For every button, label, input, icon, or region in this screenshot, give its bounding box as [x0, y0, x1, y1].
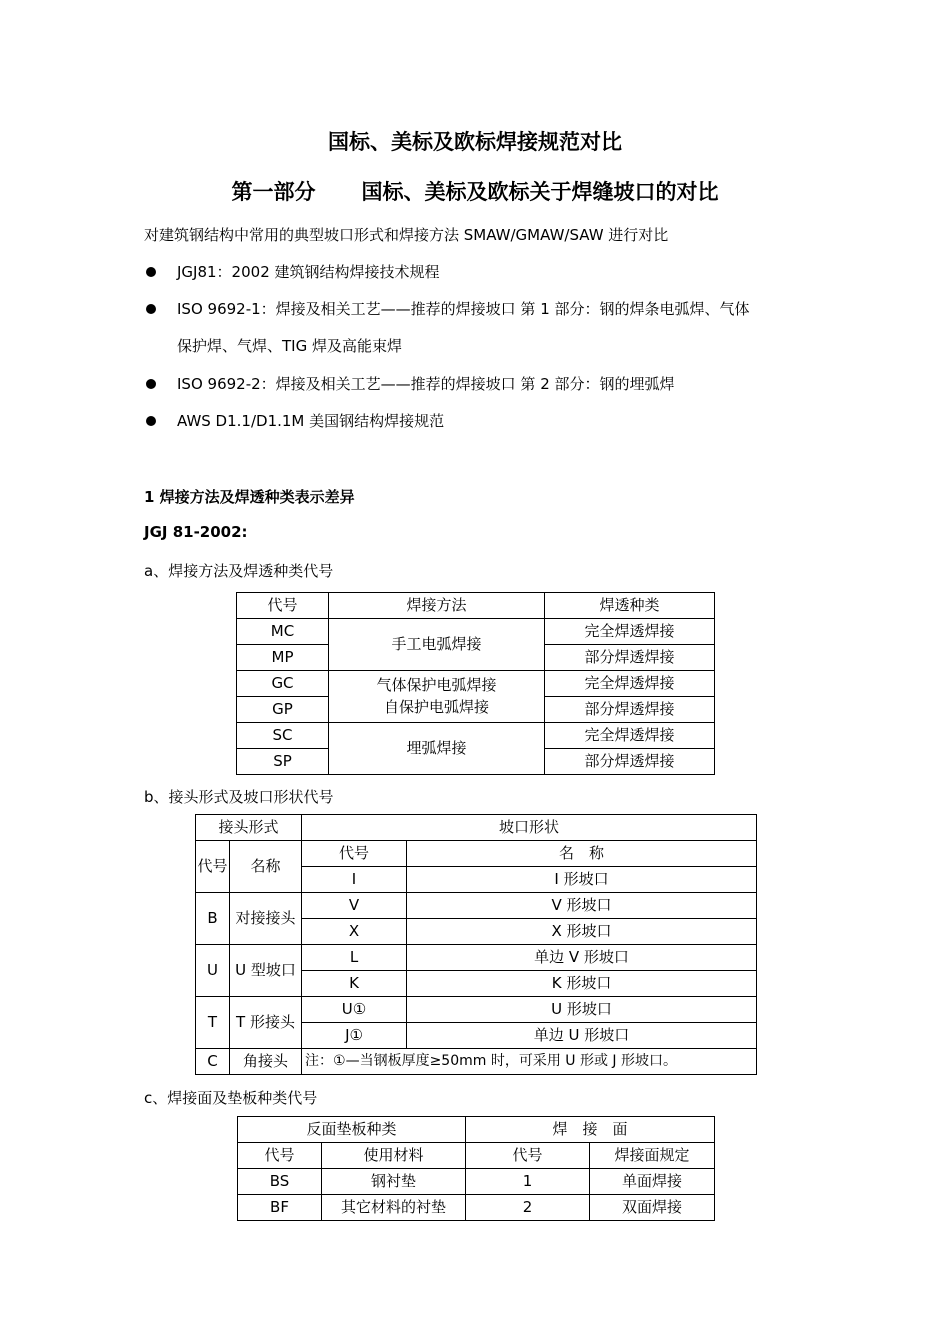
bullet-dot: [146, 267, 156, 277]
groove-name-cell: 单边 U 形坡口: [407, 1023, 757, 1049]
header-cell: 代号: [466, 1143, 590, 1169]
table-header-row: [196, 841, 757, 867]
table-cell: 其它材料的衬垫: [322, 1195, 466, 1221]
joint-name-cell: 角接头: [230, 1049, 302, 1075]
groove-code-cell: V: [302, 893, 407, 919]
document-title: 国标、美标及欧标焊接规范对比: [328, 130, 622, 154]
header-cell: 焊接面规定: [590, 1143, 715, 1169]
type-cell: 部分焊透焊接: [545, 697, 715, 723]
header-cell: 反面垫板种类: [238, 1117, 466, 1143]
header-cell: 焊 接 面: [466, 1117, 715, 1143]
joint-name-cell: T 形接头: [230, 997, 302, 1049]
type-cell: 部分焊透焊接: [545, 645, 715, 671]
groove-code-cell: L: [302, 945, 407, 971]
groove-code-cell: I: [302, 867, 407, 893]
method-line: 气体保护电弧焊接: [376, 676, 497, 695]
groove-name-cell: V 形坡口: [407, 893, 757, 919]
groove-code-cell: J①: [302, 1023, 407, 1049]
type-cell: 完全焊透焊接: [545, 619, 715, 645]
joint-name-cell: U 型坡口: [230, 945, 302, 997]
table-row: [196, 893, 757, 919]
header-cell: 代号: [238, 1143, 322, 1169]
table-c-caption: c、焊接面及垫板种类代号: [144, 1089, 318, 1107]
list-item-text: AWS D1.1/D1.1M 美国钢结构焊接规范: [177, 412, 445, 430]
table-c: [237, 1116, 715, 1221]
document-subtitle: [0, 176, 950, 206]
type-cell: 部分焊透焊接: [545, 749, 715, 775]
header-cell: 接头形式: [196, 815, 302, 841]
table-a-caption: a、焊接方法及焊透种类代号: [144, 562, 334, 580]
table-note: 注：①—当钢板厚度≥50mm 时，可采用 U 形或 J 形坡口。: [302, 1049, 757, 1075]
code-cell: GC: [237, 671, 329, 697]
table-row: [238, 1195, 715, 1221]
groove-code-cell: X: [302, 919, 407, 945]
code-cell: SC: [237, 723, 329, 749]
bullet-dot: [146, 416, 156, 426]
table-cell: 钢衬垫: [322, 1169, 466, 1195]
groove-name-cell: K 形坡口: [407, 971, 757, 997]
joint-code-cell: U: [196, 945, 230, 997]
table-cell: BF: [238, 1195, 322, 1221]
bullet-dot: [146, 379, 156, 389]
table-cell: BS: [238, 1169, 322, 1195]
table-header-row: [238, 1143, 715, 1169]
list-item-text-continued: 保护焊、气焊、TIG 焊及高能束焊: [177, 337, 402, 355]
table-cell: 双面焊接: [590, 1195, 715, 1221]
table-header-row: [237, 593, 715, 619]
type-cell: 完全焊透焊接: [545, 671, 715, 697]
header-cell: 名 称: [407, 841, 757, 867]
code-cell: GP: [237, 697, 329, 723]
joint-code-cell: T: [196, 997, 230, 1049]
groove-name-cell: U 形坡口: [407, 997, 757, 1023]
table-header-row: [238, 1117, 715, 1143]
table-b: [195, 814, 757, 1075]
header-cell: 坡口形状: [302, 815, 757, 841]
groove-code-cell: U①: [302, 997, 407, 1023]
header-cell: 代号: [302, 841, 407, 867]
method-line: 自保护电弧焊接: [383, 697, 489, 716]
table-row: [238, 1169, 715, 1195]
table-row: [196, 1049, 757, 1075]
groove-name-cell: I 形坡口: [407, 867, 757, 893]
method-cell: [329, 671, 545, 723]
groove-code-cell: K: [302, 971, 407, 997]
table-cell: 2: [466, 1195, 590, 1221]
groove-name-cell: 单边 V 形坡口: [407, 945, 757, 971]
subtitle-part: 第一部分: [231, 180, 316, 204]
table-row: [196, 997, 757, 1023]
table-a: [236, 592, 715, 775]
table-b-caption: b、接头形式及坡口形状代号: [144, 788, 334, 806]
section-heading: 1 焊接方法及焊透种类表示差异: [144, 488, 355, 506]
header-cell: 名称: [230, 841, 302, 893]
header-cell: 代号: [237, 593, 329, 619]
subtitle-text: 国标、美标及欧标关于焊缝坡口的对比: [361, 180, 719, 204]
code-cell: MC: [237, 619, 329, 645]
table-row: [196, 945, 757, 971]
table-cell: 1: [466, 1169, 590, 1195]
table-cell: 单面焊接: [590, 1169, 715, 1195]
method-cell: 手工电弧焊接: [329, 619, 545, 671]
joint-name-cell: 对接接头: [230, 893, 302, 945]
code-cell: SP: [237, 749, 329, 775]
joint-code-cell: C: [196, 1049, 230, 1075]
list-item-text: JGJ81：2002 建筑钢结构焊接技术规程: [177, 263, 440, 281]
list-item-text: ISO 9692-1：焊接及相关工艺——推荐的焊接坡口 第 1 部分：钢的焊条电弧焊、气体: [177, 300, 750, 318]
header-cell: 焊接方法: [329, 593, 545, 619]
header-cell: 使用材料: [322, 1143, 466, 1169]
table-row: [237, 619, 715, 645]
bullet-dot: [146, 304, 156, 314]
header-cell: 代号: [196, 841, 230, 893]
list-item-text: ISO 9692-2：焊接及相关工艺——推荐的焊接坡口 第 2 部分：钢的埋弧焊: [177, 375, 675, 393]
type-cell: 完全焊透焊接: [545, 723, 715, 749]
table-header-row: [196, 815, 757, 841]
table-row: [237, 671, 715, 697]
header-cell: 焊透种类: [545, 593, 715, 619]
intro-text: 对建筑钢结构中常用的典型坡口形式和焊接方法 SMAW/GMAW/SAW 进行对比: [144, 226, 669, 244]
code-cell: MP: [237, 645, 329, 671]
table-row: [237, 723, 715, 749]
groove-name-cell: X 形坡口: [407, 919, 757, 945]
section-subheading: JGJ 81-2002:: [144, 523, 248, 541]
method-cell: 埋弧焊接: [329, 723, 545, 775]
joint-code-cell: B: [196, 893, 230, 945]
